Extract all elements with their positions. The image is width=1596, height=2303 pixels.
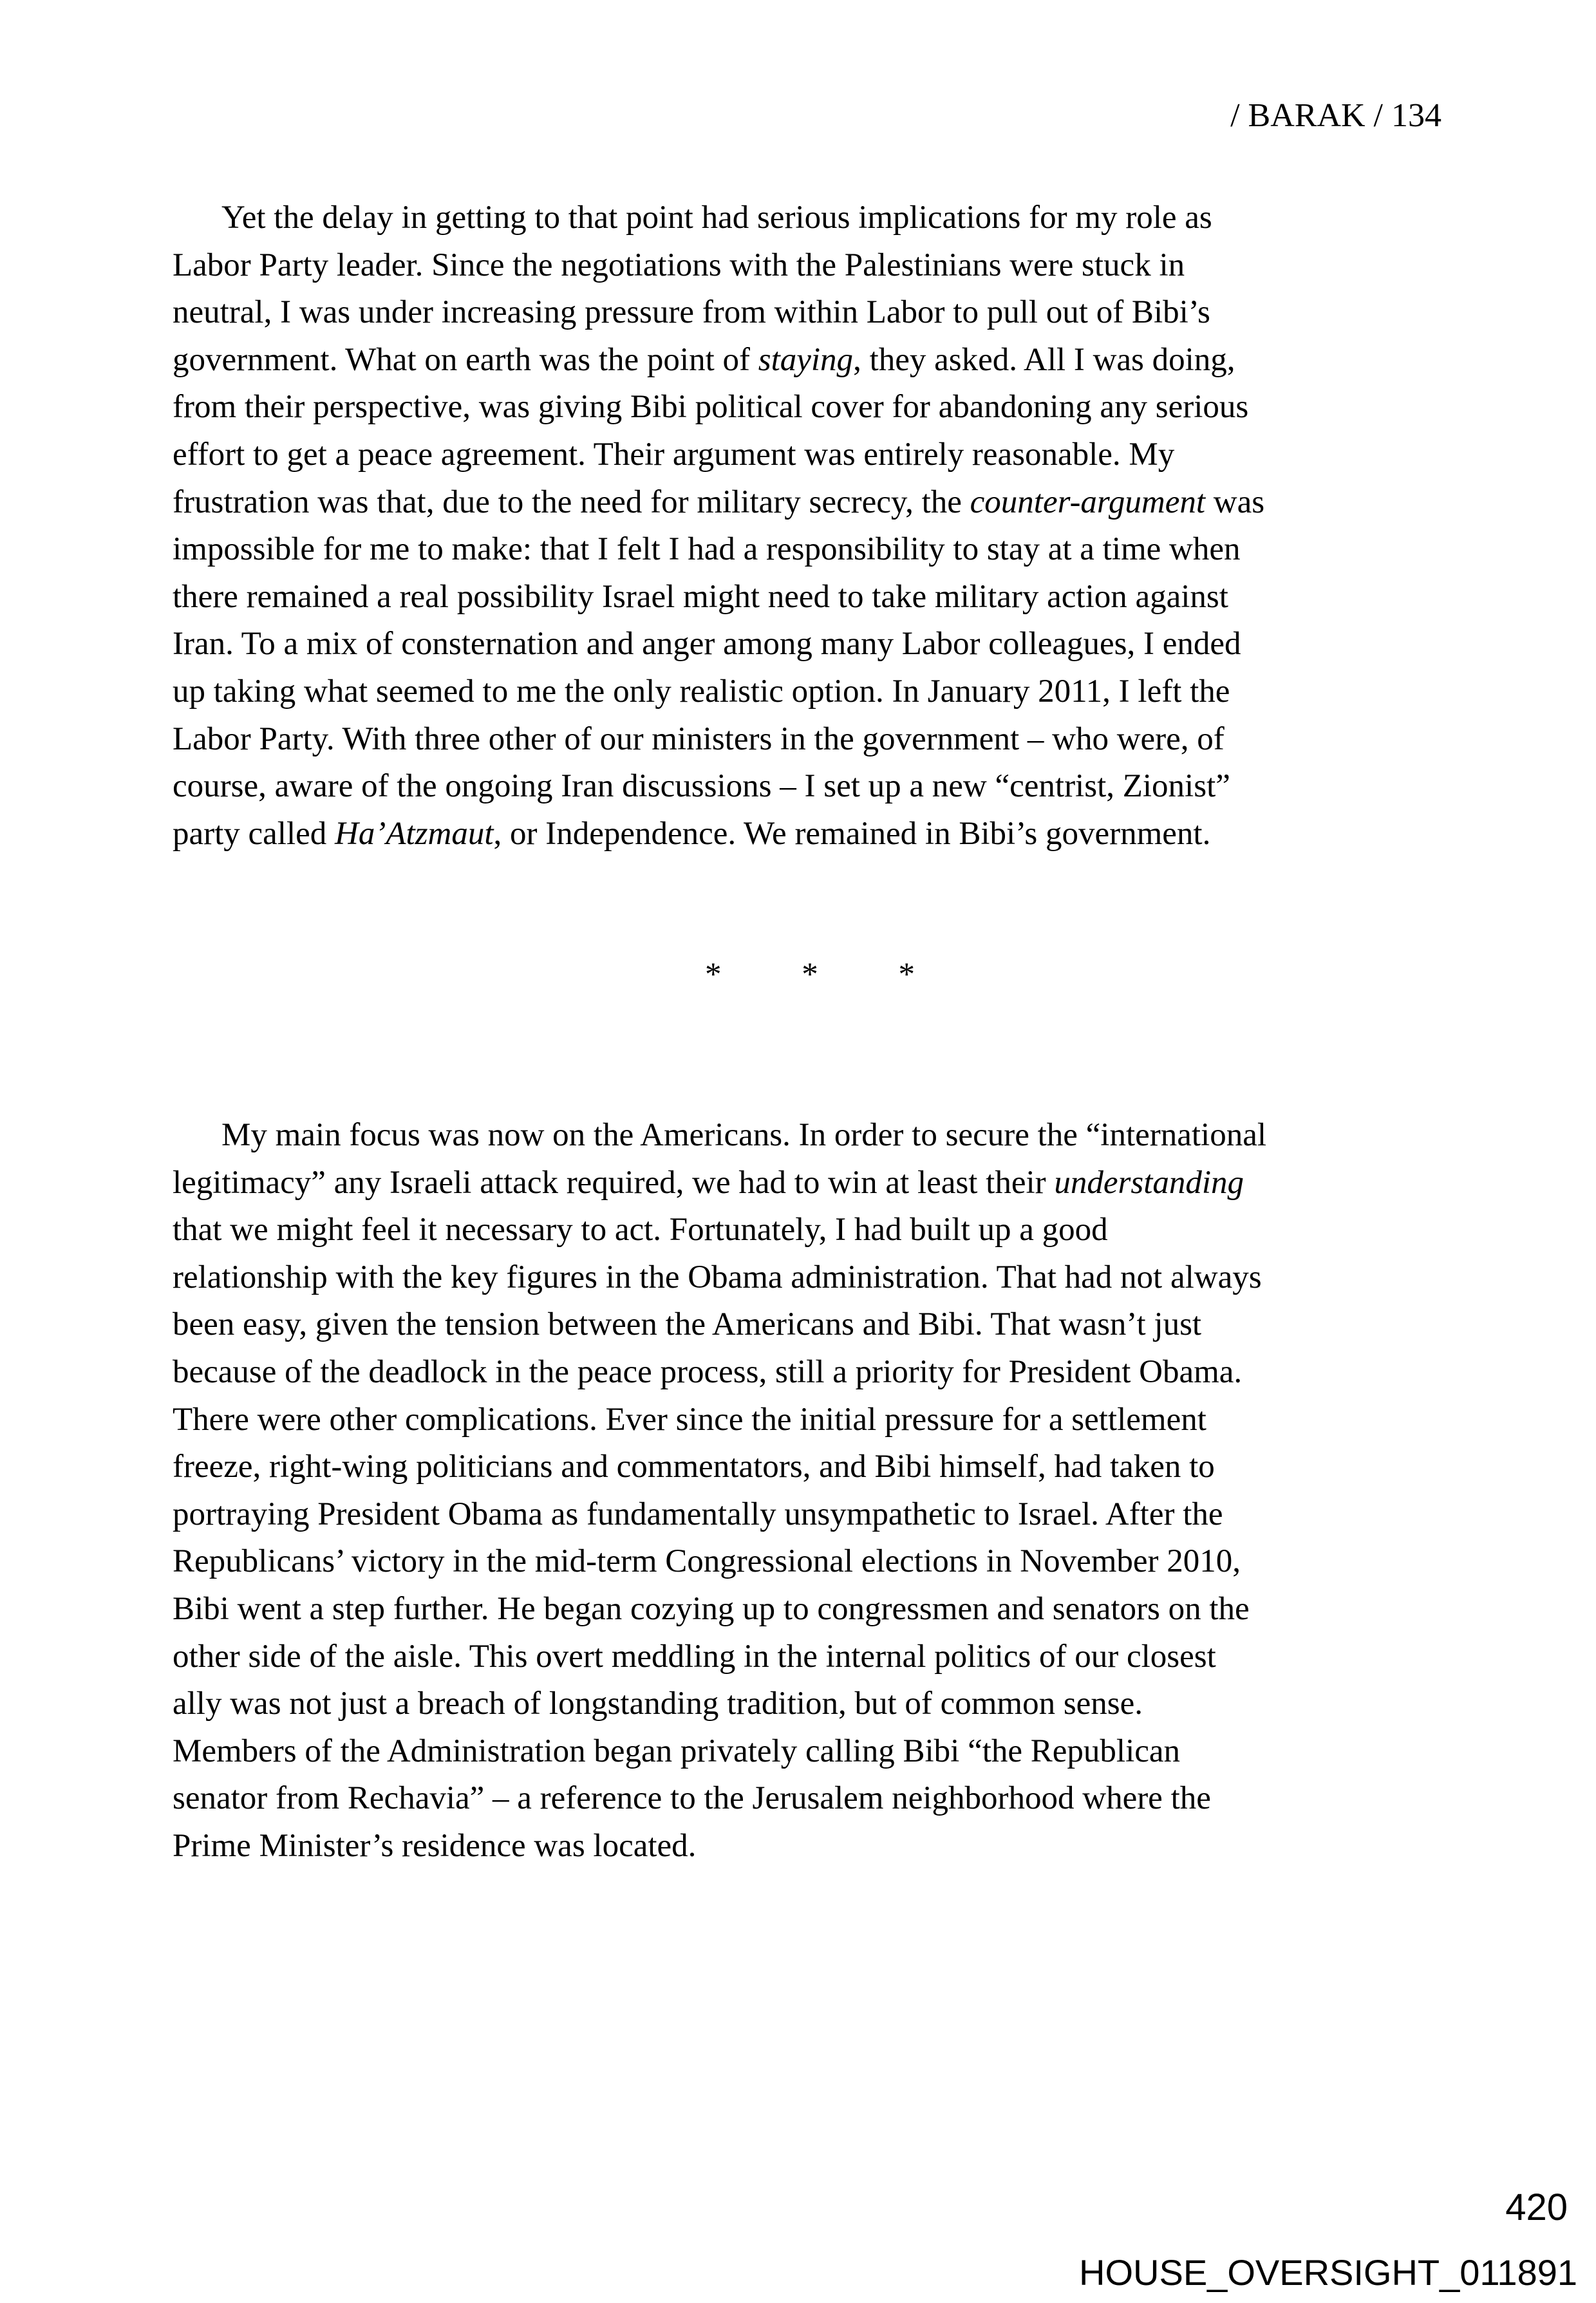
text-line: Labor Party leader. Since the negotiations with the Palestinians were stuck in — [173, 247, 1185, 283]
text-line: portraying President Obama as fundamentally unsympathetic to Israel. After the — [173, 1496, 1223, 1532]
text-line: Yet the delay in getting to that point had serious implications for my role as — [221, 200, 1212, 236]
text-line: Members of the Administration began privately calling Bibi “the Republican — [173, 1733, 1181, 1769]
text-line: neutral, I was under increasing pressure from within Labor to pull out of Bibi’s — [173, 294, 1210, 331]
paragraph-2 — [173, 1112, 1447, 1870]
text-line: government. What on earth was the point of staying, they asked. All I was doing, — [173, 341, 1235, 378]
text-line: Republicans’ victory in the mid-term Congressional elections in November 2010, — [173, 1543, 1241, 1580]
text-line: been easy, given the tension between the Americans and Bibi. That wasn’t just — [173, 1306, 1202, 1343]
text-line: that we might feel it necessary to act. Fortunately, I had built up a good — [173, 1212, 1108, 1248]
page-header: / BARAK / 134 — [1230, 97, 1441, 134]
text-line: My main focus was now on the Americans. In order to secure the “international — [221, 1117, 1267, 1153]
paragraph-1 — [173, 194, 1447, 858]
text-line: There were other complications. Ever since the initial pressure for a settlement — [173, 1401, 1206, 1438]
page-number: 420 — [1505, 2186, 1568, 2228]
text-line: up taking what seemed to me the only realistic option. In January 2011, I left the — [173, 673, 1230, 710]
text-line: course, aware of the ongoing Iran discussions – I set up a new “centrist, Zionist” — [173, 768, 1230, 805]
text-line: party called Ha’Atzmaut, or Independence. We remained in Bibi’s government. — [173, 815, 1211, 852]
text-line: senator from Rechavia” – a reference to the Jerusalem neighborhood where the — [173, 1780, 1211, 1817]
text-line: effort to get a peace agreement. Their argument was entirely reasonable. My — [173, 436, 1175, 473]
text-line: frustration was that, due to the need for military secrecy, the counter-argument was — [173, 484, 1265, 520]
text-line: relationship with the key figures in the Obama administration. That had not always — [173, 1259, 1262, 1295]
text-line: Labor Party. With three other of our ministers in the government – who were, of — [173, 720, 1225, 757]
text-line: impossible for me to make: that I felt I had a responsibility to stay at a time when — [173, 531, 1241, 568]
text-line: there remained a real possibility Israel might need to take military action against — [173, 578, 1228, 615]
text-line: Prime Minister’s residence was located. — [173, 1827, 697, 1864]
text-line: legitimacy” any Israeli attack required, we had to win at least their understanding — [173, 1164, 1244, 1201]
text-line: freeze, right-wing politicians and commentators, and Bibi himself, had taken to — [173, 1449, 1215, 1485]
text-line: Bibi went a step further. He began cozying up to congressmen and senators on the — [173, 1590, 1250, 1627]
text-line: from their perspective, was giving Bibi political cover for abandoning any serious — [173, 389, 1249, 426]
text-line: Iran. To a mix of consternation and anger among many Labor colleagues, I ended — [173, 626, 1241, 663]
text-line: ally was not just a breach of longstanding tradition, but of common sense. — [173, 1686, 1143, 1722]
section-break-asterisks: * * * — [705, 957, 915, 993]
text-line: other side of the aisle. This overt meddling in the internal politics of our closest — [173, 1638, 1216, 1675]
bates-stamp: HOUSE_OVERSIGHT_011891 — [1079, 2252, 1577, 2293]
text-line: because of the deadlock in the peace process, still a priority for President Obama. — [173, 1353, 1243, 1390]
